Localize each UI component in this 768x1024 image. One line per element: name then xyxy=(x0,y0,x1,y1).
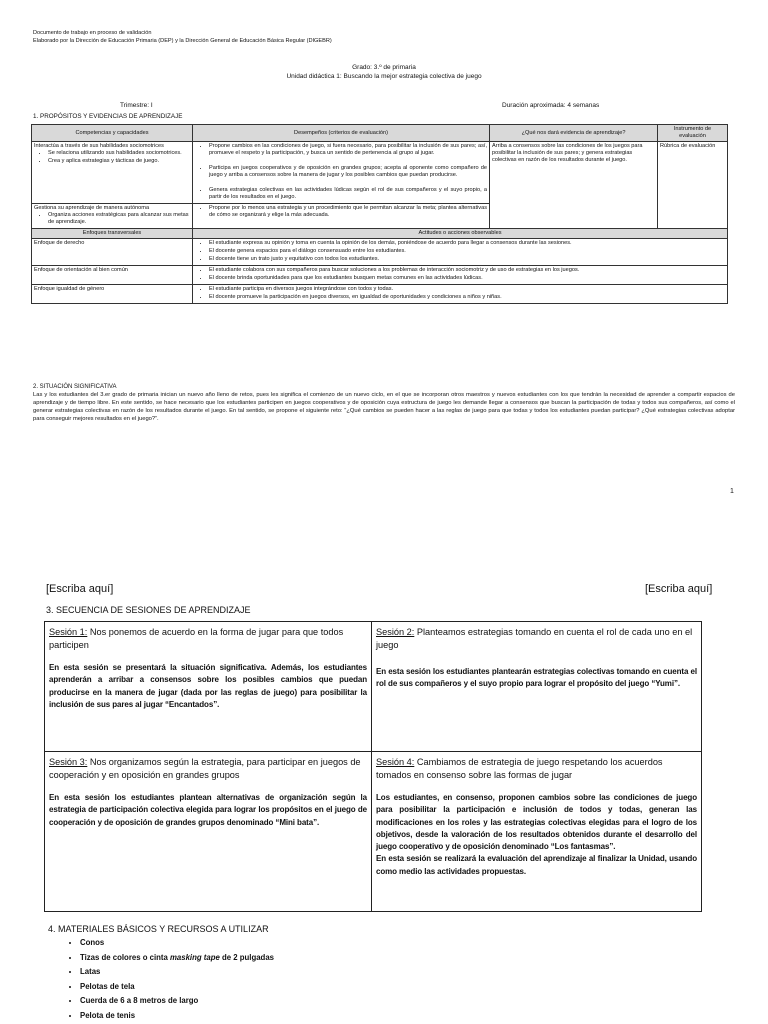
desempeno-item: • Propone por lo menos una estrategia y un procedimiento que le permitan alcanzar la meta; plantea alternativas de cómo se organizará y elige la más adecuada. xyxy=(209,205,487,219)
session-1-body: En esta sesión se presentará la situación significativa. Además, los estudiantes aprenderán a arribar a consensos sobre los posibles cambios que puedan producirse en la manera de jugar (dada por las reglas de juego) para posibilitar la inclusión de sus pares al jugar “Encantados”. xyxy=(49,663,367,709)
session-1-title: Nos ponemos de acuerdo en la forma de jugar para que todos participen xyxy=(49,627,344,650)
actitud-item: • El docente genera espacios para el diálogo consensuado entre los estudiantes. xyxy=(209,248,725,255)
enfoques-header: Enfoques transversales xyxy=(32,229,193,239)
actitud-item: • El docente brinda oportunidades para que los estudiantes busquen metas comunes en las actividades lúdicas. xyxy=(209,275,725,282)
evidencia-cell: Arriba a consensos sobre las condiciones de los juegos para posibilitar la inclusión de sus pares; y genera estrategias colectivas en razón de los resultados durante el juego. xyxy=(490,142,658,229)
section-3-title: 3. SECUENCIA DE SESIONES DE APRENDIZAJE xyxy=(46,605,251,615)
session-2-label: Sesión 2: xyxy=(376,627,415,637)
header-desempenos: Desempeños (criterios de evaluación) xyxy=(193,125,490,142)
capacidad-item: • Se relaciona utilizando sus habilidades sociomotrices. xyxy=(48,150,190,157)
session-3-title: Nos organizamos según la estrategia, para participar en juegos de cooperación y en oposición en grandes grupos xyxy=(49,757,361,780)
session-4-body xyxy=(376,792,697,878)
material-item: • Pelotas de tela xyxy=(80,980,274,995)
actitud-item: • El docente promueve la participación en juegos diversos, en igualdad de oportunidades y condiciones a niños y niñas. xyxy=(209,294,725,301)
material-item: • Tizas de colores o cinta masking tape de 2 pulgadas xyxy=(80,951,274,966)
situacion-text: Las y los estudiantes del 3.er grado de primaria inician un nuevo año lleno de retos, pues les significa el comienzo de un nuevo ciclo, en el que se incorporan otros maestros y nuevos estudiantes con los que tendrán la necesidad de aprender a compartir espacios de aprendizaje y de tiempo libre. En este sentido, se hace necesario que los estudiantes participen en juegos cooperativos y de oposición cuya estructura de juego les demande llegar a consensos que buscan la participación de todas y todos sus compañeros, así como el generar estrategias colectivas en razón de los resultados durante el juego. En tal sentido, se propone el siguiente reto: “¿Qué cambios se pueden hacer a las reglas de juego para que todas y todos los estudiantes puedan participar? ¿Qué estrategias colectivas adoptar para conseguir mejores resultados en el juego?”. xyxy=(33,392,735,422)
session-2-title: Planteamos estrategias tomando en cuenta el rol de cada uno en el juego xyxy=(376,627,693,650)
actitud-item: • El estudiante colabora con sus compañeros para buscar soluciones a los problemas de interacción sociomotriz y de uso de estrategias en los juegos. xyxy=(209,267,725,274)
enfoque-actitudes xyxy=(193,239,728,266)
header-line-2: Elaborado por la Dirección de Educación Primaria (DEP) y la Dirección General de Educación Básica Regular (DIGEBR) xyxy=(33,37,332,44)
capacidad-item: • Crea y aplica estrategias y tácticas de juego. xyxy=(48,158,190,165)
section-1-title: 1. PROPÓSITOS Y EVIDENCIAS DE APRENDIZAJE xyxy=(33,113,183,120)
material-item: • Cuerda de 6 a 8 metros de largo xyxy=(80,994,274,1009)
session-2-body: En esta sesión los estudiantes plantearán estrategias colectivas tomando en cuenta el rol de sus compañeros y el suyo propio para lograr el propósito del juego “Yumi”. xyxy=(376,667,697,689)
header-line-1: Documento de trabajo en proceso de validación xyxy=(33,30,152,36)
duracion-label: Duración aproximada: 4 semanas xyxy=(502,102,600,109)
competencia-2-cell xyxy=(32,204,193,229)
enfoque-actitudes xyxy=(193,266,728,285)
document-header xyxy=(33,30,332,45)
grade-title: Grado: 3.º de primaria xyxy=(352,64,416,71)
session-4-title: Cambiamos de estrategia de juego respetando los acuerdos tomados en consenso sobre las formas de jugar xyxy=(376,757,663,780)
actitud-item: • El docente tiene un trato justo y equitativo con todos los estudiantes. xyxy=(209,256,725,263)
actitud-item: • El estudiante participa en diversos juegos integrándose con todos y todas. xyxy=(209,286,725,293)
desempenos-2-cell xyxy=(193,204,490,229)
desempeno-item: • Propone cambios en las condiciones de juego, si fuera necesario, para posibilitar la inclusión de sus pares; así, promueve el respeto y la participación, y busca un sentido de pertenencia al grupo al jugar. xyxy=(209,143,487,157)
section-2-title: 2. SITUACIÓN SIGNIFICATIVA xyxy=(33,384,117,390)
placeholder-right[interactable]: [Escriba aquí] xyxy=(645,583,713,595)
page-number: 1 xyxy=(730,488,734,495)
desempenos-1-cell xyxy=(193,142,490,204)
header-instrumento: Instrumento de evaluación xyxy=(658,125,728,142)
material-item: • Latas xyxy=(80,965,274,980)
desempeno-item: • Genera estrategias colectivas en las actividades lúdicas según el rol de sus compañeros y el suyo propio, a partir de los resultados en el juego. xyxy=(209,187,487,201)
capacidad-item: • Organiza acciones estratégicas para alcanzar sus metas de aprendizaje. xyxy=(48,212,190,226)
session-1-cell xyxy=(45,622,372,752)
competencia-2-title: Gestiona su aprendizaje de manera autónoma xyxy=(34,205,150,211)
actitud-item: • El estudiante expresa su opinión y toma en cuenta la opinión de los demás, poniéndose de acuerdo para llegar a consensos durante las sesiones. xyxy=(209,240,725,247)
section-4-title: 4. MATERIALES BÁSICOS Y RECURSOS A UTILIZAR xyxy=(48,924,269,934)
session-3-cell xyxy=(45,752,372,912)
header-evidencia: ¿Qué nos dará evidencia de aprendizaje? xyxy=(490,125,658,142)
placeholder-left[interactable]: [Escriba aquí] xyxy=(46,583,114,595)
document-page-2 xyxy=(0,585,768,1024)
session-3-label: Sesión 3: xyxy=(49,757,88,767)
instrumento-cell: Rúbrica de evaluación xyxy=(658,142,728,229)
materials-list xyxy=(66,936,274,1024)
sessions-table xyxy=(44,621,702,912)
masking-tape-text: masking tape xyxy=(169,952,220,962)
session-4-label: Sesión 4: xyxy=(376,757,415,767)
header-competencias: Competencias y capacidades xyxy=(32,125,193,142)
session-3-body: En esta sesión los estudiantes plantean alternativas de organización según la estrategia de participación colectiva elegida para lograr los propósitos en el juego de cooperación y de oposición de grandes grupos denominado “Mini bata”. xyxy=(49,793,367,827)
material-item: • Conos xyxy=(80,936,274,951)
material-item: • Pelota de tenis xyxy=(80,1009,274,1024)
enfoque-name: Enfoque igualdad de género xyxy=(32,285,193,304)
unit-title: Unidad didáctica 1: Buscando la mejor estrategia colectiva de juego xyxy=(286,73,482,80)
enfoque-name: Enfoque de orientación al bien común xyxy=(32,266,193,285)
enfoque-actitudes xyxy=(193,285,728,304)
competencia-1-title: Interactúa a través de sus habilidades sociomotrices xyxy=(34,143,164,149)
session-4-body-text-2: En esta sesión se realizará la evaluación del aprendizaje al finalizar la Unidad, usando como medio las actividades propuestas. xyxy=(376,854,697,876)
session-2-cell xyxy=(372,622,702,752)
trimestre-label: Trimestre: I xyxy=(120,102,153,109)
desempeno-item: • Participa en juegos cooperativos y de oposición en grandes grupos; acepta al oponente como compañero de juego y arriba a consensos sobre la manera de jugar y los posibles cambios que puedan producirse. xyxy=(209,165,487,179)
competencia-1-cell xyxy=(32,142,193,204)
actitudes-header: Actitudes o acciones observables xyxy=(193,229,728,239)
purposes-table xyxy=(31,124,728,304)
session-4-cell xyxy=(372,752,702,912)
section-2 xyxy=(33,383,735,423)
session-1-label: Sesión 1: xyxy=(49,627,88,637)
session-4-body-text: Los estudiantes, en consenso, proponen cambios sobre las condiciones de juego para posibilitar la participación e inclusión de todos y todas, generan las modificaciones en los roles y las estrategias colectivas elegidas para el logro de los objetivos, desde la valoración de los resultados obtenidos durante el desarrollo del juego cooperativo y de oposición denominado “Los fantasmas”. xyxy=(376,793,697,852)
enfoque-name: Enfoque de derecho xyxy=(32,239,193,266)
